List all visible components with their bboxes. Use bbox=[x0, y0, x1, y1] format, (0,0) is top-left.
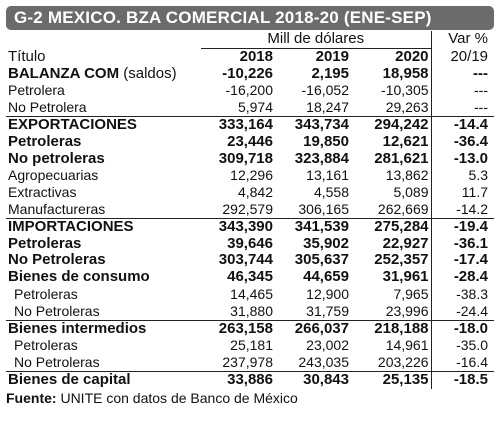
cell-var-pct: -38.3 bbox=[431, 286, 494, 303]
cell-var-pct: -19.4 bbox=[431, 218, 494, 235]
cell-2020: 7,965 bbox=[393, 285, 429, 302]
cell-2020: 25,135 bbox=[351, 371, 431, 388]
table-row bbox=[6, 82, 494, 99]
row-label bbox=[6, 354, 201, 371]
cell-2018: 333,164 bbox=[201, 116, 275, 133]
row-label bbox=[6, 320, 201, 337]
row-label bbox=[6, 236, 201, 253]
row-label bbox=[6, 252, 201, 269]
cell-2019: 266,037 bbox=[275, 320, 351, 337]
table-row bbox=[6, 269, 494, 286]
table-row bbox=[6, 151, 494, 168]
cell-2019: 19,850 bbox=[303, 132, 349, 150]
source-label: Fuente: bbox=[6, 389, 57, 406]
cell-2018: 12,296 bbox=[230, 167, 273, 184]
row-label bbox=[6, 201, 201, 218]
var-header: Var % bbox=[431, 31, 494, 48]
table-row bbox=[6, 116, 494, 133]
row-label-text: Manufactureras bbox=[8, 200, 106, 217]
cell-var-pct: -28.4 bbox=[431, 269, 494, 286]
cell-2020: 281,621 bbox=[374, 149, 429, 167]
cell-var-pct: -14.2 bbox=[431, 201, 494, 218]
cell-var-pct: -18.0 bbox=[431, 320, 494, 337]
cell-2020: 22,927 bbox=[382, 234, 429, 252]
row-label bbox=[6, 134, 201, 151]
header-blank bbox=[6, 31, 201, 48]
cell-2019: -16,052 bbox=[301, 82, 349, 99]
row-label bbox=[6, 269, 201, 286]
cell-2019: 35,902 bbox=[303, 234, 349, 252]
cell-2019: 341,539 bbox=[275, 218, 351, 235]
cell-2018: 303,744 bbox=[218, 251, 273, 269]
cell-var-pct: -17.4 bbox=[431, 252, 494, 269]
table-row bbox=[6, 167, 494, 184]
cell-2020: 13,862 bbox=[385, 167, 429, 184]
title-column-header: Título bbox=[8, 47, 46, 65]
cell-2019: 343,734 bbox=[275, 116, 351, 133]
row-label-text: Extractivas bbox=[8, 184, 77, 201]
cell-var-pct: -36.4 bbox=[431, 134, 494, 151]
cell-var-pct: -13.0 bbox=[431, 151, 494, 168]
row-label bbox=[6, 66, 201, 83]
table-row bbox=[6, 303, 494, 320]
cell-2019: 243,035 bbox=[298, 354, 349, 371]
row-label bbox=[6, 184, 201, 201]
cell-2020: 31,961 bbox=[382, 268, 429, 286]
cell-2018: 39,646 bbox=[227, 234, 273, 252]
cell-2018: -16,200 bbox=[225, 82, 273, 99]
row-label bbox=[6, 82, 201, 99]
year-header-2019: 2019 bbox=[315, 47, 349, 65]
cell-2019: 12,900 bbox=[306, 285, 349, 302]
row-label-text: No Petroleras bbox=[8, 251, 106, 269]
row-label bbox=[6, 371, 201, 388]
table-row bbox=[6, 99, 494, 116]
cell-var-pct: -24.4 bbox=[431, 303, 494, 320]
cell-2018: 31,880 bbox=[230, 302, 273, 319]
cell-var-pct: 5.3 bbox=[431, 167, 494, 184]
cell-2020: -10,305 bbox=[381, 82, 429, 99]
var-period-header: 20/19 bbox=[431, 48, 494, 65]
table-row bbox=[6, 134, 494, 151]
cell-2020: 203,226 bbox=[377, 354, 429, 371]
cell-2019: 23,002 bbox=[306, 337, 349, 354]
cell-2018: 237,978 bbox=[222, 354, 273, 371]
table-row bbox=[6, 218, 494, 235]
trade-balance-table bbox=[6, 31, 494, 389]
table-row bbox=[6, 236, 494, 253]
table-row bbox=[6, 286, 494, 303]
row-label-text: No Petrolera bbox=[8, 99, 87, 116]
row-label-text: Petroleras bbox=[14, 337, 78, 354]
table-title: G-2 MEXICO. BZA COMERCIAL 2018-20 (ENE-SEP) bbox=[6, 6, 494, 30]
cell-2020: 29,263 bbox=[385, 99, 429, 116]
cell-2019: 323,884 bbox=[294, 149, 349, 167]
row-label bbox=[6, 99, 201, 116]
cell-2019: 4,558 bbox=[313, 184, 349, 201]
year-header-2020: 2020 bbox=[395, 47, 429, 65]
row-label-text: No Petroleras bbox=[14, 354, 100, 371]
cell-var-pct: --- bbox=[431, 82, 494, 99]
cell-2020: 23,996 bbox=[385, 302, 429, 319]
row-label-text: BALANZA COM bbox=[8, 64, 120, 82]
row-label-text: IMPORTACIONES bbox=[8, 217, 134, 235]
cell-2019: 305,637 bbox=[294, 251, 349, 269]
cell-2019: 13,161 bbox=[306, 167, 349, 184]
cell-var-pct: -14.4 bbox=[431, 116, 494, 133]
row-label-text: Petroleras bbox=[8, 132, 82, 150]
cell-2018: 46,345 bbox=[227, 268, 273, 286]
cell-2020: 294,242 bbox=[351, 116, 431, 133]
cell-2018: 5,974 bbox=[237, 99, 273, 116]
row-label-text: EXPORTACIONES bbox=[8, 115, 137, 133]
cell-2020: 5,089 bbox=[393, 184, 429, 201]
row-label bbox=[6, 218, 201, 235]
row-label-text: No Petroleras bbox=[14, 302, 100, 319]
table-row bbox=[6, 371, 494, 388]
table-row bbox=[6, 252, 494, 269]
cell-2020: 18,958 bbox=[382, 64, 429, 82]
row-label-text: Bienes de capital bbox=[8, 370, 131, 388]
cell-2020: 275,284 bbox=[351, 218, 431, 235]
cell-var-pct: --- bbox=[431, 66, 494, 83]
cell-var-pct: 11.7 bbox=[431, 184, 494, 201]
units-header: Mill de dólares bbox=[201, 31, 431, 48]
cell-var-pct: -35.0 bbox=[431, 337, 494, 354]
cell-2019: 2,195 bbox=[311, 64, 349, 82]
cell-2020: 14,961 bbox=[385, 337, 429, 354]
cell-var-pct: --- bbox=[431, 99, 494, 116]
cell-2020: 262,669 bbox=[377, 200, 429, 217]
cell-2018: 14,465 bbox=[230, 285, 273, 302]
row-label bbox=[6, 116, 201, 133]
source-footer bbox=[6, 390, 494, 406]
cell-2019: 18,247 bbox=[306, 99, 349, 116]
cell-var-pct: -36.1 bbox=[431, 236, 494, 253]
cell-2018: 33,886 bbox=[201, 371, 275, 388]
cell-var-pct: -18.5 bbox=[431, 371, 494, 388]
cell-2020: 252,357 bbox=[374, 251, 429, 269]
cell-2020: 12,621 bbox=[382, 132, 429, 150]
row-label-text: Petroleras bbox=[14, 285, 78, 302]
table-row bbox=[6, 320, 494, 337]
row-label-text: Petroleras bbox=[8, 234, 82, 252]
row-label bbox=[6, 337, 201, 354]
table-row bbox=[6, 337, 494, 354]
source-text: UNITE con datos de Banco de México bbox=[56, 389, 298, 406]
cell-2018: 309,718 bbox=[218, 149, 273, 167]
table-row bbox=[6, 354, 494, 371]
table-row bbox=[6, 201, 494, 218]
cell-2020: 218,188 bbox=[351, 320, 431, 337]
cell-2018: 4,842 bbox=[237, 184, 273, 201]
year-header-2018: 2018 bbox=[239, 47, 273, 65]
cell-2018: -10,226 bbox=[222, 64, 273, 82]
row-label-text: No petroleras bbox=[8, 149, 105, 167]
table-row bbox=[6, 184, 494, 201]
row-label-suffix: (saldos) bbox=[119, 64, 177, 82]
cell-2018: 263,158 bbox=[201, 320, 275, 337]
row-label bbox=[6, 167, 201, 184]
header-row-years bbox=[6, 48, 494, 65]
row-label-text: Bienes de consumo bbox=[8, 268, 150, 286]
table-body bbox=[6, 66, 494, 389]
row-label bbox=[6, 303, 201, 320]
cell-2018: 23,446 bbox=[227, 132, 273, 150]
cell-var-pct: -16.4 bbox=[431, 354, 494, 371]
row-label-text: Agropecuarias bbox=[8, 167, 99, 184]
cell-2018: 292,579 bbox=[222, 200, 273, 217]
row-label bbox=[6, 286, 201, 303]
header-row-units bbox=[6, 31, 494, 48]
cell-2019: 306,165 bbox=[298, 200, 349, 217]
cell-2019: 44,659 bbox=[303, 268, 349, 286]
cell-2019: 31,759 bbox=[306, 302, 349, 319]
cell-2018: 25,181 bbox=[230, 337, 273, 354]
table-row bbox=[6, 66, 494, 83]
cell-2019: 30,843 bbox=[275, 371, 351, 388]
row-label-text: Bienes intermedios bbox=[8, 319, 147, 337]
cell-2018: 343,390 bbox=[201, 218, 275, 235]
row-label-text: Petrolera bbox=[8, 82, 65, 99]
row-label bbox=[6, 151, 201, 168]
